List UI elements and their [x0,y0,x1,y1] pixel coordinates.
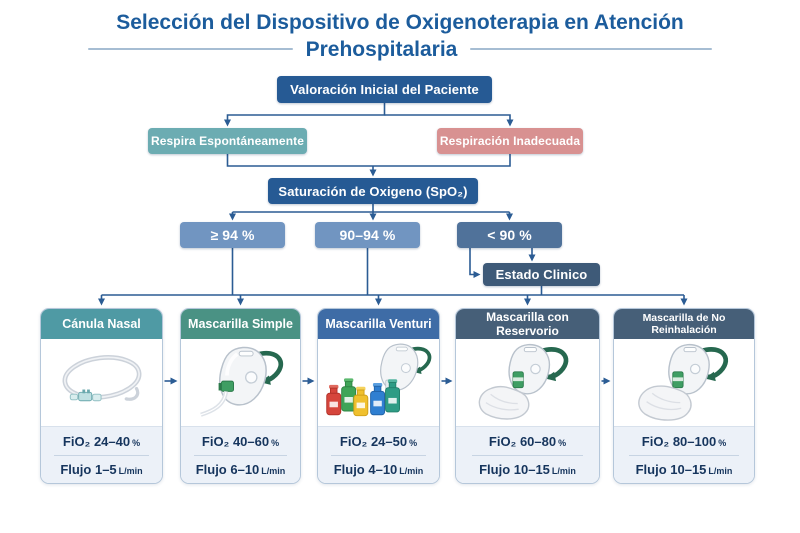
flow-node-sat-gte-94: ≥ 94 % [180,222,285,248]
fio2-row [202,428,279,455]
fio2-value: FiO₂ 80–100 [641,433,717,449]
flow-node-initial-assessment: Valoración Inicial del Paciente [277,76,492,103]
fio2-value: FiO₂ 60–80 [488,433,557,449]
device-card-title: Mascarilla Simple [188,317,293,331]
flow-node-breathes-spontaneously: Respira Espontáneamente [148,128,307,154]
page-title-line2-text: Prehospitalaria [305,37,458,61]
device-image-area [614,339,754,426]
device-specs [614,426,754,483]
fio2-unit: % [718,437,727,448]
fio2-value: FiO₂ 24–50 [339,433,408,449]
device-card-reservoir-mask [455,308,600,484]
arrow-to-estado-side [470,248,477,275]
device-card-nasal-cannula [40,308,163,484]
flow-unit: L/min [399,465,424,476]
fio2-row [642,428,726,455]
title-rule-right [470,48,712,50]
device-image-area [456,339,599,426]
device-image-area [41,339,162,426]
fio2-row [340,428,417,455]
device-card-title: Mascarilla de No Reinhalación [642,312,726,336]
flow-unit: L/min [708,465,733,476]
device-card-venturi-mask [317,308,440,484]
flow-node-sat-lt-90: < 90 % [457,222,562,248]
fio2-unit: % [409,437,418,448]
device-card-title: Mascarilla con Reservorio [486,310,569,338]
device-specs [181,426,300,483]
page-title [0,10,800,62]
device-image-area [181,339,300,426]
device-image-area [318,339,439,426]
device-card-header [456,309,599,339]
flow-row [196,456,286,483]
device-card-header [181,309,300,339]
flow-unit: L/min [551,465,576,476]
venturi-mask-icon [323,340,435,426]
fio2-row [489,428,566,455]
flow-node-clinical-status: Estado Clinico [483,263,600,286]
fio2-unit: % [132,437,141,448]
flow-row [60,456,142,483]
device-card-header [318,309,439,339]
reservoir-mask-icon [465,340,591,426]
arrow-to-breathes [228,103,385,123]
fio2-value: FiO₂ 40–60 [201,433,270,449]
flow-node-inadequate-breathing: Respiración Inadecuada [437,128,583,154]
fio2-row [63,428,140,455]
device-card-simple-mask [180,308,301,484]
device-card-non-rebreather-mask [613,308,755,484]
page-title-line2 [0,37,800,63]
device-card-header [41,309,162,339]
title-rule-left [88,48,293,50]
flow-value: Flujo 10–15 [635,461,707,477]
fio2-value: FiO₂ 24–40 [62,433,131,449]
device-specs [318,426,439,483]
fio2-unit: % [271,437,280,448]
flow-row [636,456,733,483]
device-card-header [614,309,754,339]
flow-node-sat-90-94: 90–94 % [315,222,420,248]
flow-unit: L/min [261,465,286,476]
device-specs [456,426,599,483]
simple-mask-icon [185,340,297,426]
flow-value: Flujo 4–10 [333,461,398,477]
flow-node-oxygen-saturation: Saturación de Oxigeno (SpO₂) [268,178,478,204]
flow-unit: L/min [118,465,143,476]
device-card-title: Cánula Nasal [62,317,141,331]
arrow-to-inadequate [385,115,511,123]
flow-value: Flujo 6–10 [195,461,260,477]
nasal-cannula-icon [46,340,158,426]
page-title-line1: Selección del Dispositivo de Oxigenoterapia en Atención [116,11,684,34]
non-rebreather-mask-icon [621,340,747,426]
flow-value: Flujo 10–15 [479,461,550,477]
flow-row [479,456,576,483]
flow-row [334,456,424,483]
flow-value: Flujo 1–5 [60,461,117,477]
device-specs [41,426,162,483]
device-card-title: Mascarilla Venturi [325,317,432,331]
fio2-unit: % [558,437,567,448]
